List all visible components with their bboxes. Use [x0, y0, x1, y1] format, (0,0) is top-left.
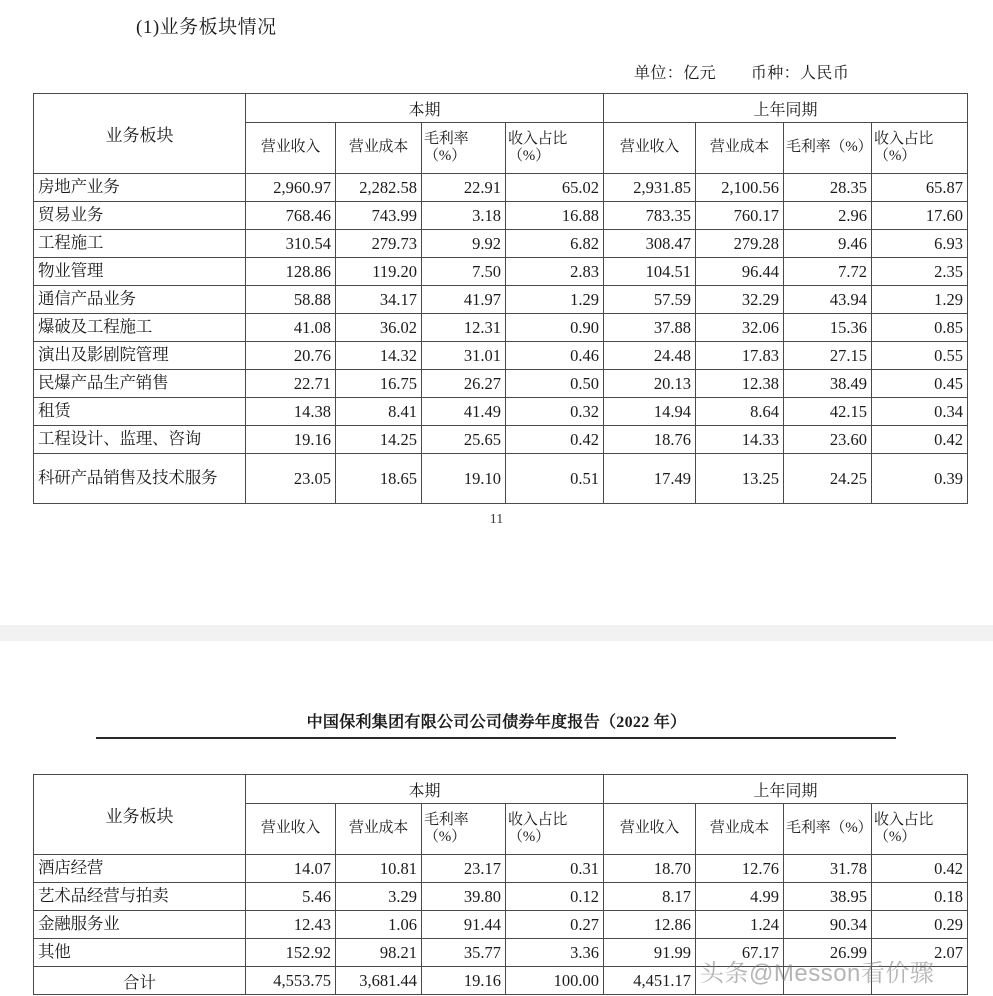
- cell-cur-revenue-share: 0.90: [506, 314, 604, 342]
- row-segment-name: 租赁: [34, 398, 246, 426]
- header-current-revenue: 营业收入: [246, 123, 336, 174]
- cell-cur-revenue-share: 3.36: [506, 939, 604, 967]
- cell-prior-cost: 14.33: [696, 426, 784, 454]
- cell-cur-gross-margin: 41.97: [422, 286, 506, 314]
- cell-cur-revenue: 4,553.75: [246, 967, 336, 995]
- cell-prior-cost: 4.99: [696, 883, 784, 911]
- row-segment-name: 通信产品业务: [34, 286, 246, 314]
- cell-cur-cost: 98.21: [336, 939, 422, 967]
- cell-cur-cost: 10.81: [336, 855, 422, 883]
- page-number: 11: [489, 512, 504, 527]
- header-segment: 业务板块: [34, 94, 246, 174]
- table-row: [34, 370, 968, 398]
- business-segment-table-page2: [33, 774, 968, 995]
- cell-cur-revenue-share: 2.83: [506, 258, 604, 286]
- cell-cur-gross-margin: 22.91: [422, 174, 506, 202]
- cell-cur-revenue: 2,960.97: [246, 174, 336, 202]
- cell-cur-revenue: 12.43: [246, 911, 336, 939]
- cell-prior-gross-margin: 9.46: [784, 230, 872, 258]
- cell-prior-gross-margin: 7.72: [784, 258, 872, 286]
- row-segment-name: 其他: [34, 939, 246, 967]
- header-prior-period: 上年同期: [604, 775, 968, 804]
- cell-prior-gross-margin: 31.78: [784, 855, 872, 883]
- cell-prior-revenue-share: 6.93: [872, 230, 968, 258]
- cell-cur-revenue: 310.54: [246, 230, 336, 258]
- cell-prior-gross-margin: 38.95: [784, 883, 872, 911]
- cell-prior-revenue: 8.17: [604, 883, 696, 911]
- header-prior-revenue: 营业收入: [604, 804, 696, 855]
- row-segment-name: 金融服务业: [34, 911, 246, 939]
- cell-cur-cost: 279.73: [336, 230, 422, 258]
- cell-prior-cost: 32.06: [696, 314, 784, 342]
- cell-prior-cost: 2,100.56: [696, 174, 784, 202]
- table-row: [34, 967, 968, 995]
- cell-cur-gross-margin: 39.80: [422, 883, 506, 911]
- cell-cur-cost: 14.25: [336, 426, 422, 454]
- cell-prior-cost: 279.28: [696, 230, 784, 258]
- table-body: [34, 174, 968, 504]
- cell-prior-cost: 17.83: [696, 342, 784, 370]
- cell-prior-cost: 67.17: [696, 939, 784, 967]
- cell-prior-revenue: 2,931.85: [604, 174, 696, 202]
- cell-prior-revenue-share: 0.55: [872, 342, 968, 370]
- cell-prior-revenue: 14.94: [604, 398, 696, 426]
- table-row: [34, 883, 968, 911]
- table-body: [34, 855, 968, 995]
- row-segment-name: 演出及影剧院管理: [34, 342, 246, 370]
- cell-cur-cost: 3,681.44: [336, 967, 422, 995]
- cell-prior-revenue-share: 2.35: [872, 258, 968, 286]
- cell-prior-gross-margin: 28.35: [784, 174, 872, 202]
- cell-prior-revenue: 104.51: [604, 258, 696, 286]
- header-prior-gross-margin: 毛利率（%）: [784, 123, 872, 174]
- table-row: [34, 939, 968, 967]
- cell-prior-cost: [696, 967, 784, 995]
- cell-prior-revenue: 12.86: [604, 911, 696, 939]
- cell-cur-revenue-share: 0.50: [506, 370, 604, 398]
- header-current-gross-margin: 毛利率（%）: [422, 123, 506, 174]
- page-title: (1)业务板块情况: [136, 17, 277, 38]
- cell-prior-revenue-share: 2.07: [872, 939, 968, 967]
- cell-cur-gross-margin: 31.01: [422, 342, 506, 370]
- table-row: [34, 286, 968, 314]
- table-row: [34, 202, 968, 230]
- header-current-revenue-share: 收入占比（%）: [506, 123, 604, 174]
- cell-cur-revenue-share: 0.27: [506, 911, 604, 939]
- row-segment-name: 酒店经营: [34, 855, 246, 883]
- cell-cur-revenue: 14.07: [246, 855, 336, 883]
- header-current-cost: 营业成本: [336, 804, 422, 855]
- watermark-overlay: 头条@Messon看价骤: [700, 960, 935, 987]
- row-segment-name: 物业管理: [34, 258, 246, 286]
- cell-prior-revenue-share: 0.18: [872, 883, 968, 911]
- table-row: [34, 454, 968, 504]
- cell-prior-gross-margin: 27.15: [784, 342, 872, 370]
- row-segment-name: 工程设计、监理、咨询: [34, 426, 246, 454]
- row-total-label: 合计: [34, 967, 246, 995]
- cell-cur-cost: 743.99: [336, 202, 422, 230]
- cell-prior-gross-margin: 43.94: [784, 286, 872, 314]
- cell-prior-gross-margin: 2.96: [784, 202, 872, 230]
- cell-prior-cost: 12.76: [696, 855, 784, 883]
- cell-cur-revenue-share: 0.51: [506, 454, 604, 504]
- row-segment-name: 房地产业务: [34, 174, 246, 202]
- header-prior-revenue: 营业收入: [604, 123, 696, 174]
- cell-prior-revenue-share: 0.29: [872, 911, 968, 939]
- cell-prior-revenue: 20.13: [604, 370, 696, 398]
- cell-prior-gross-margin: 90.34: [784, 911, 872, 939]
- cell-cur-revenue: 20.76: [246, 342, 336, 370]
- table-header: [34, 775, 968, 855]
- cell-cur-revenue-share: 0.31: [506, 855, 604, 883]
- cell-prior-cost: 8.64: [696, 398, 784, 426]
- cell-cur-revenue: 128.86: [246, 258, 336, 286]
- table-header: [34, 94, 968, 174]
- cell-prior-revenue: 308.47: [604, 230, 696, 258]
- cell-cur-revenue: 14.38: [246, 398, 336, 426]
- cell-cur-cost: 119.20: [336, 258, 422, 286]
- cell-cur-revenue-share: 6.82: [506, 230, 604, 258]
- cell-prior-cost: 96.44: [696, 258, 784, 286]
- cell-cur-revenue-share: 65.02: [506, 174, 604, 202]
- cell-prior-revenue-share: [872, 967, 968, 995]
- cell-prior-revenue-share: 17.60: [872, 202, 968, 230]
- table-row: [34, 398, 968, 426]
- row-segment-name: 民爆产品生产销售: [34, 370, 246, 398]
- cell-cur-cost: 18.65: [336, 454, 422, 504]
- cell-prior-revenue: 37.88: [604, 314, 696, 342]
- cell-cur-revenue-share: 16.88: [506, 202, 604, 230]
- cell-prior-revenue: 91.99: [604, 939, 696, 967]
- cell-cur-gross-margin: 35.77: [422, 939, 506, 967]
- cell-prior-revenue-share: 0.85: [872, 314, 968, 342]
- cell-cur-cost: 1.06: [336, 911, 422, 939]
- cell-prior-gross-margin: 15.36: [784, 314, 872, 342]
- cell-cur-gross-margin: 19.16: [422, 967, 506, 995]
- cell-prior-gross-margin: 42.15: [784, 398, 872, 426]
- cell-prior-revenue-share: 0.42: [872, 855, 968, 883]
- cell-prior-gross-margin: [784, 967, 872, 995]
- header-current-period: 本期: [246, 94, 604, 123]
- row-segment-name: 艺术品经营与拍卖: [34, 883, 246, 911]
- header-current-gross-margin: 毛利率（%）: [422, 804, 506, 855]
- cell-cur-cost: 8.41: [336, 398, 422, 426]
- running-header-rule: [96, 737, 896, 739]
- cell-prior-cost: 32.29: [696, 286, 784, 314]
- cell-cur-revenue: 768.46: [246, 202, 336, 230]
- header-current-cost: 营业成本: [336, 123, 422, 174]
- cell-cur-gross-margin: 12.31: [422, 314, 506, 342]
- cell-cur-cost: 34.17: [336, 286, 422, 314]
- cell-prior-revenue: 18.76: [604, 426, 696, 454]
- cell-prior-revenue: 4,451.17: [604, 967, 696, 995]
- cell-prior-revenue-share: 0.42: [872, 426, 968, 454]
- cell-prior-revenue-share: 65.87: [872, 174, 968, 202]
- cell-prior-cost: 760.17: [696, 202, 784, 230]
- unit-currency-line: [634, 60, 849, 83]
- header-prior-revenue-share: 收入占比（%）: [872, 804, 968, 855]
- header-row-group: [34, 94, 968, 123]
- currency-label: 币种：人民币: [750, 65, 850, 82]
- business-segment-table-page1: [33, 93, 968, 504]
- row-segment-name: 贸易业务: [34, 202, 246, 230]
- table-row: [34, 314, 968, 342]
- cell-prior-revenue: 17.49: [604, 454, 696, 504]
- cell-cur-cost: 36.02: [336, 314, 422, 342]
- cell-cur-gross-margin: 23.17: [422, 855, 506, 883]
- cell-cur-revenue: 5.46: [246, 883, 336, 911]
- cell-cur-gross-margin: 9.92: [422, 230, 506, 258]
- table-row: [34, 174, 968, 202]
- cell-prior-gross-margin: 38.49: [784, 370, 872, 398]
- cell-cur-cost: 3.29: [336, 883, 422, 911]
- cell-cur-gross-margin: 91.44: [422, 911, 506, 939]
- cell-cur-revenue: 58.88: [246, 286, 336, 314]
- cell-cur-revenue-share: 0.32: [506, 398, 604, 426]
- table-row: [34, 911, 968, 939]
- cell-prior-cost: 1.24: [696, 911, 784, 939]
- unit-label: 单位：亿元: [634, 65, 717, 82]
- cell-prior-gross-margin: 26.99: [784, 939, 872, 967]
- cell-prior-revenue-share: 0.39: [872, 454, 968, 504]
- table-row: [34, 426, 968, 454]
- cell-cur-gross-margin: 3.18: [422, 202, 506, 230]
- cell-cur-revenue-share: 0.46: [506, 342, 604, 370]
- row-segment-name: 工程施工: [34, 230, 246, 258]
- cell-cur-gross-margin: 7.50: [422, 258, 506, 286]
- cell-cur-revenue: 23.05: [246, 454, 336, 504]
- header-row-group: [34, 775, 968, 804]
- cell-cur-revenue: 41.08: [246, 314, 336, 342]
- cell-prior-cost: 13.25: [696, 454, 784, 504]
- running-header: 中国保利集团有限公司公司债券年度报告（2022 年）: [306, 714, 687, 731]
- cell-prior-revenue: 783.35: [604, 202, 696, 230]
- table-row: [34, 230, 968, 258]
- cell-cur-revenue-share: 100.00: [506, 967, 604, 995]
- header-prior-revenue-share: 收入占比（%）: [872, 123, 968, 174]
- header-prior-cost: 营业成本: [696, 804, 784, 855]
- cell-cur-gross-margin: 26.27: [422, 370, 506, 398]
- cell-prior-gross-margin: 23.60: [784, 426, 872, 454]
- row-segment-name: 爆破及工程施工: [34, 314, 246, 342]
- cell-prior-gross-margin: 24.25: [784, 454, 872, 504]
- cell-prior-revenue-share: 0.34: [872, 398, 968, 426]
- cell-cur-revenue-share: 1.29: [506, 286, 604, 314]
- table-row: [34, 258, 968, 286]
- cell-cur-revenue-share: 0.42: [506, 426, 604, 454]
- cell-cur-gross-margin: 19.10: [422, 454, 506, 504]
- cell-cur-gross-margin: 25.65: [422, 426, 506, 454]
- document-page-two: [0, 641, 993, 996]
- cell-prior-revenue: 57.59: [604, 286, 696, 314]
- cell-prior-revenue-share: 1.29: [872, 286, 968, 314]
- cell-prior-revenue-share: 0.45: [872, 370, 968, 398]
- header-current-revenue-share: 收入占比（%）: [506, 804, 604, 855]
- cell-cur-cost: 14.32: [336, 342, 422, 370]
- table-row: [34, 855, 968, 883]
- cell-cur-revenue: 19.16: [246, 426, 336, 454]
- cell-cur-revenue-share: 0.12: [506, 883, 604, 911]
- table-row: [34, 342, 968, 370]
- cell-prior-revenue: 24.48: [604, 342, 696, 370]
- cell-prior-cost: 12.38: [696, 370, 784, 398]
- cell-cur-cost: 2,282.58: [336, 174, 422, 202]
- cell-prior-revenue: 18.70: [604, 855, 696, 883]
- cell-cur-revenue: 22.71: [246, 370, 336, 398]
- row-segment-name: 科研产品销售及技术服务: [34, 454, 246, 504]
- header-current-revenue: 营业收入: [246, 804, 336, 855]
- header-prior-period: 上年同期: [604, 94, 968, 123]
- header-prior-cost: 营业成本: [696, 123, 784, 174]
- header-current-period: 本期: [246, 775, 604, 804]
- cell-cur-gross-margin: 41.49: [422, 398, 506, 426]
- cell-cur-revenue: 152.92: [246, 939, 336, 967]
- header-segment: 业务板块: [34, 775, 246, 855]
- cell-cur-cost: 16.75: [336, 370, 422, 398]
- page-separator-band: [0, 625, 993, 641]
- header-prior-gross-margin: 毛利率（%）: [784, 804, 872, 855]
